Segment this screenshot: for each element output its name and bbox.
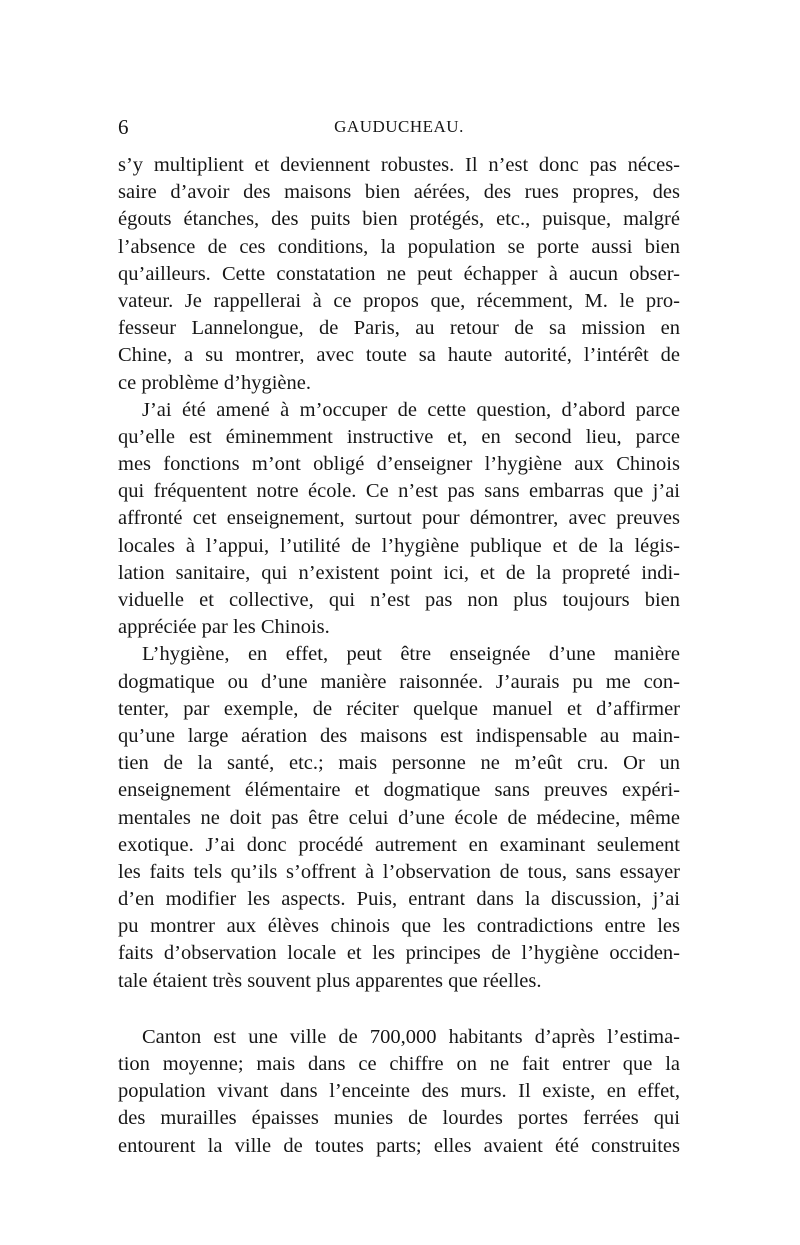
text-line: qu’une large aération des maisons est indispensable au main- xyxy=(118,724,680,747)
running-title: GAUDUCHEAU. xyxy=(334,117,464,136)
text-line: des murailles épaisses munies de lourdes portes ferrées qui xyxy=(118,1107,680,1130)
text-line: qu’ailleurs. Cette constatation ne peut échapper à aucun obser- xyxy=(118,262,680,285)
text-line: saire d’avoir des maisons bien aérées, des rues propres, des xyxy=(118,181,680,204)
text-line: appréciée par les Chinois. xyxy=(118,616,330,639)
text-line: fesseur Lannelongue, de Paris, au retour de sa mission en xyxy=(118,317,680,340)
text-line: J’ai été amené à m’occuper de cette question, d’abord parce xyxy=(142,398,680,421)
text-line: dogmatique ou d’une manière raisonnée. J’aurais pu me con- xyxy=(118,670,680,693)
text-line: qui fréquentent notre école. Ce n’est pas sans embarras que j’ai xyxy=(118,480,680,503)
paragraph-3 xyxy=(118,641,680,994)
text-line: tion moyenne; mais dans ce chiffre on ne fait entrer que la xyxy=(118,1053,680,1075)
text-line: mes fonctions m’ont obligé d’enseigner l’hygiène aux Chinois xyxy=(118,453,680,476)
page-body xyxy=(118,152,680,1160)
text-line: tale étaient très souvent plus apparentes que réelles. xyxy=(118,969,542,992)
text-line: L’hygiène, en effet, peut être enseignée d’une manière xyxy=(142,643,680,666)
text-line: entourent la ville de toutes parts; elles avaient été construites xyxy=(118,1134,680,1157)
text-line: tenter, par exemple, de réciter quelque manuel et d’affirmer xyxy=(118,697,680,720)
text-line: lation sanitaire, qui n’existent point ici, et de la propreté indi- xyxy=(118,561,680,584)
section-gap xyxy=(118,995,680,1024)
text-line: Chine, a su montrer, avec toute sa haute autorité, l’intérêt de xyxy=(118,344,680,367)
page-header xyxy=(118,115,680,141)
text-line: d’en modifier les aspects. Puis, entrant dans la discussion, j’ai xyxy=(118,888,680,911)
text-line: tien de la santé, etc.; mais personne ne m’eût cru. Or un xyxy=(118,752,680,775)
text-line: affronté cet enseignement, surtout pour démontrer, avec preuves xyxy=(118,507,680,530)
page-number: 6 xyxy=(118,115,129,139)
text-line: viduelle et collective, qui n’est pas non plus toujours bien xyxy=(118,589,680,611)
text-line: s’y multiplient et deviennent robustes. Il n’est donc pas néces- xyxy=(118,154,680,176)
paragraph-4 xyxy=(118,1024,680,1160)
text-line: mentales ne doit pas être celui d’une école de médecine, même xyxy=(118,806,680,829)
text-line: Canton est une ville de 700,000 habitants d’après l’estima- xyxy=(142,1025,680,1048)
text-line: qu’elle est éminemment instructive et, en second lieu, parce xyxy=(118,425,680,448)
paragraph-1 xyxy=(118,152,680,397)
text-line: faits d’observation locale et les principes de l’hygiène occiden- xyxy=(118,942,680,965)
text-line: population vivant dans l’enceinte des murs. Il existe, en effet, xyxy=(118,1080,680,1103)
text-line: locales à l’appui, l’utilité de l’hygiène publique et de la légis- xyxy=(118,534,680,557)
text-line: l’absence de ces conditions, la population se porte aussi bien xyxy=(118,235,680,258)
text-line: égouts étanches, des puits bien protégés, etc., puisque, malgré xyxy=(118,208,680,231)
text-line: pu montrer aux élèves chinois que les contradictions entre les xyxy=(118,915,680,938)
text-line: exotique. J’ai donc procédé autrement en examinant seulement xyxy=(118,833,680,856)
text-line: ce problème d’hygiène. xyxy=(118,371,311,394)
text-line: les faits tels qu’ils s’offrent à l’observation de tous, sans essayer xyxy=(118,860,680,883)
paragraph-2 xyxy=(118,397,680,642)
text-line: vateur. Je rappellerai à ce propos que, récemment, M. le pro- xyxy=(118,289,680,312)
text-line: enseignement élémentaire et dogmatique sans preuves expéri- xyxy=(118,779,680,802)
